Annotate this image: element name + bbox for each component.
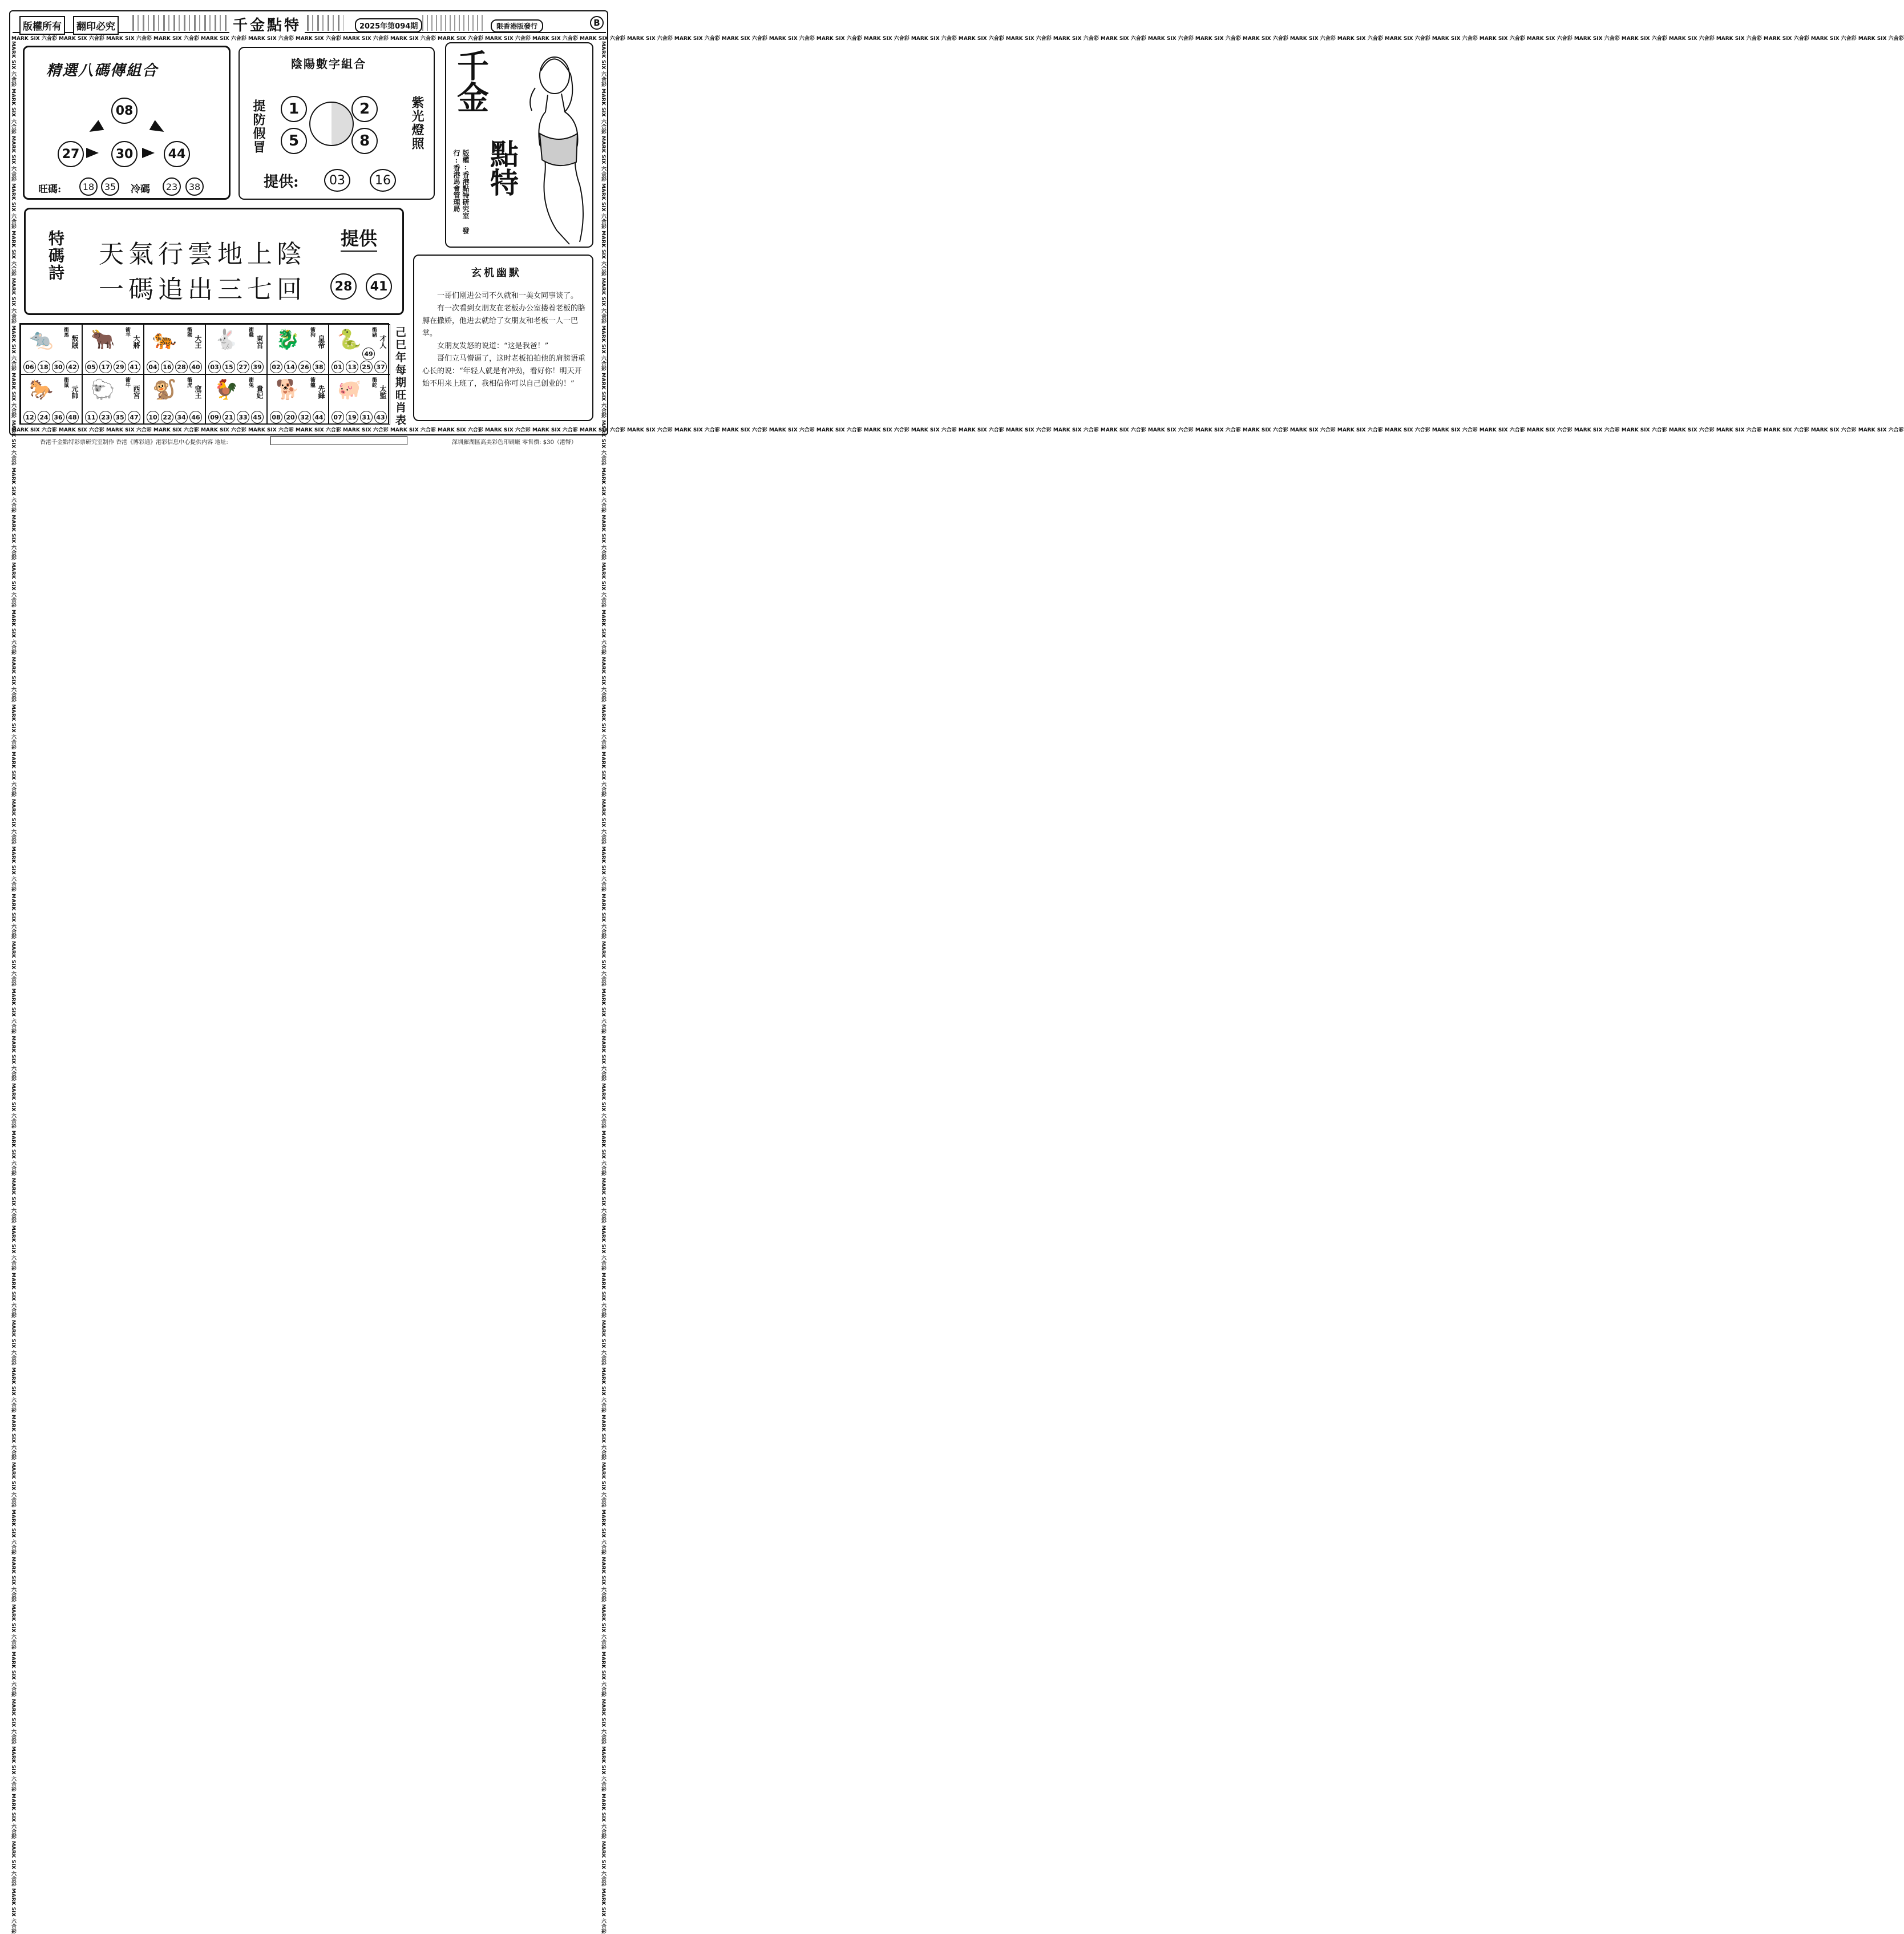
zodiac-number: 35 [114, 411, 126, 423]
zodiac-animal-icon: 🐖 [337, 378, 362, 401]
zodiac-clash-label: 衝龍 [309, 377, 315, 387]
poster-credits: 版權:香港點特研究室 發行:香港馬會管理局 [452, 150, 470, 234]
zodiac-number: 11 [85, 411, 98, 423]
yinyang-number-2: 2 [351, 96, 378, 122]
yinyang-number-1: 1 [281, 96, 307, 122]
zodiac-side-text: 己巳年每期旺肖表 [394, 326, 406, 427]
zodiac-title: 才人 [379, 335, 387, 349]
combo-number-3: 44 [164, 141, 190, 167]
provide-label: 提供: [264, 173, 299, 191]
zodiac-number: 26 [298, 361, 311, 373]
zodiac-cell [267, 324, 329, 374]
zodiac-cell [82, 324, 144, 374]
cold-number-1: 23 [163, 177, 181, 196]
zodiac-number: 07 [332, 411, 344, 423]
poster-title-bottom: 點特 [486, 139, 519, 196]
zodiac-clash-label: 衝羊 [124, 327, 130, 337]
zodiac-number: 18 [38, 361, 50, 373]
poem-provide-number-2: 41 [366, 273, 392, 300]
poem-line-2: 一碼追出三七回 [99, 275, 306, 304]
zodiac-number: 09 [208, 411, 221, 423]
hot-number-2: 35 [101, 177, 119, 196]
zodiac-animal-icon: 🐀 [29, 328, 54, 351]
zodiac-number: 28 [175, 361, 188, 373]
zodiac-number: 34 [175, 411, 188, 423]
combo-top-number: 08 [111, 98, 138, 124]
zodiac-animal-icon: 🐇 [214, 328, 238, 351]
zodiac-clash-label: 衝豬 [371, 327, 377, 337]
edition-badge: B [590, 16, 604, 30]
strip-top: MARK SIX 六合彩 MARK SIX 六合彩 MARK SIX 六合彩 MARK SIX 六合彩 MARK SIX 六合彩 MARK SIX 六合彩 MARK SIX 六合彩 MARK SIX 六合彩 MARK SIX 六合彩 MARK SIX 六合彩 MARK SIX 六合彩 MARK SIX 六合彩 MARK SIX 六合彩 MARK SIX 六合彩 MARK SIX 六合彩 MARK SIX 六合彩 MARK SIX 六合彩 MARK SIX 六合彩 MARK SIX 六合彩 MARK SIX 六合彩 MARK SIX 六合彩 MARK SIX 六合彩 MARK SIX 六合彩 MARK SIX 六合彩 MARK SIX 六合彩 MARK SIX 六合彩 MARK SIX 六合彩 MARK SIX 六合彩 MARK SIX 六合彩 MARK SIX 六合彩 MARK SIX 六合彩 MARK SIX 六合彩 MARK SIX 六合彩 MARK SIX 六合彩 MARK SIX 六合彩 MARK SIX 六合彩 MARK SIX 六合彩 MARK SIX 六合彩 MARK SIX 六合彩 MARK SIX 六合彩 [11, 36, 1904, 42]
zodiac-number: 39 [251, 361, 264, 373]
zodiac-number: 12 [23, 411, 36, 423]
zodiac-number: 14 [284, 361, 297, 373]
zodiac-number: 46 [189, 411, 202, 423]
zodiac-clash-label: 衝鼠 [63, 377, 68, 387]
zodiac-number: 19 [346, 411, 358, 423]
zodiac-number: 36 [52, 411, 64, 423]
zodiac-title: 太監 [379, 385, 387, 399]
zodiac-cell [267, 374, 329, 425]
zodiac-number: 03 [208, 361, 221, 373]
zodiac-title: 大王 [194, 335, 202, 349]
issue-number: 2025年第094期 [355, 18, 422, 33]
zodiac-cell [329, 324, 390, 374]
zodiac-title: 寇王 [194, 385, 202, 399]
zodiac-title: 大將 [132, 335, 140, 349]
poem-box [24, 208, 404, 315]
zodiac-animal-icon: 🐂 [91, 328, 115, 351]
zodiac-number: 38 [313, 361, 325, 373]
poem-provide-label: 提供 [341, 224, 377, 252]
uv-light-text: 紫光燈照 [410, 96, 425, 151]
zodiac-title: 東宮 [256, 335, 264, 349]
zodiac-clash-label: 衝馬 [63, 327, 68, 337]
zodiac-number: 13 [346, 361, 358, 373]
zodiac-extra-number: 49 [362, 348, 375, 360]
zodiac-cell [205, 374, 267, 425]
combo-title: 精選八碼傳組合 [46, 62, 159, 79]
header-bar [13, 13, 606, 33]
zodiac-number: 29 [114, 361, 126, 373]
zodiac-number: 31 [360, 411, 373, 423]
story-paragraph: 女朋友发怒的说道：“这是我爸！” [437, 342, 549, 350]
cold-label: 冷碼 [131, 184, 150, 195]
zodiac-number: 43 [374, 411, 387, 423]
yinyang-icon [309, 102, 354, 146]
skyline-decoration-right [422, 15, 485, 31]
zodiac-table [19, 323, 389, 425]
zodiac-number: 44 [313, 411, 325, 423]
arrow-right-icon [142, 148, 155, 158]
zodiac-title: 貴妃 [256, 385, 264, 399]
zodiac-clash-label: 衝牛 [124, 377, 130, 387]
arrow-right-icon [149, 120, 167, 136]
zodiac-number: 22 [161, 411, 173, 423]
zodiac-clash-label: 衝猴 [186, 327, 192, 337]
zodiac-cell [21, 324, 82, 374]
zodiac-animal-icon: 🐑 [91, 378, 115, 401]
zodiac-clash-label: 衝狗 [309, 327, 315, 337]
zodiac-number: 45 [251, 411, 264, 423]
zodiac-animal-icon: 🐉 [276, 328, 300, 351]
zodiac-number: 41 [128, 361, 140, 373]
zodiac-animal-icon: 🐍 [337, 328, 362, 351]
combo-box [23, 46, 231, 200]
yinyang-number-4: 8 [351, 128, 378, 154]
zodiac-cell [329, 374, 390, 425]
zodiac-number: 10 [147, 411, 159, 423]
hot-number-1: 18 [79, 177, 98, 196]
zodiac-number: 01 [332, 361, 344, 373]
strip-right: MARK SIX 六合彩 MARK SIX 六合彩 MARK SIX 六合彩 MARK SIX 六合彩 MARK SIX 六合彩 MARK SIX 六合彩 MARK SIX 六合彩 MARK SIX 六合彩 MARK SIX 六合彩 MARK SIX 六合彩 MARK SIX 六合彩 MARK SIX 六合彩 MARK SIX 六合彩 MARK SIX 六合彩 MARK SIX 六合彩 MARK SIX 六合彩 MARK SIX 六合彩 MARK SIX 六合彩 MARK SIX 六合彩 MARK SIX 六合彩 MARK SIX 六合彩 MARK SIX 六合彩 MARK SIX 六合彩 MARK SIX 六合彩 MARK SIX 六合彩 MARK SIX 六合彩 MARK SIX 六合彩 MARK SIX 六合彩 MARK SIX 六合彩 MARK SIX 六合彩 MARK SIX 六合彩 MARK SIX 六合彩 MARK SIX 六合彩 MARK SIX 六合彩 MARK SIX 六合彩 MARK SIX 六合彩 MARK SIX 六合彩 MARK SIX 六合彩 MARK SIX 六合彩 MARK SIX 六合彩 [600, 41, 606, 1934]
zodiac-number: 33 [237, 411, 249, 423]
story-paragraph: 一哥们刚进公司不久就和一美女同事谈了。 [437, 292, 579, 300]
poem-label: 特碼詩 [46, 230, 65, 281]
zodiac-number: 06 [23, 361, 36, 373]
zodiac-number: 37 [374, 361, 387, 373]
combo-number-1: 27 [58, 141, 84, 167]
arrow-right-icon [86, 148, 99, 158]
zodiac-title: 先鋒 [317, 385, 325, 399]
beware-fakes-text: 提防假冒 [251, 99, 266, 154]
zodiac-number: 20 [284, 411, 297, 423]
zodiac-number: 24 [38, 411, 50, 423]
zodiac-title: 叛賊 [71, 335, 79, 349]
footer-left: 香港千金點特彩票研究室制作 香港《博彩通》港彩信息中心提供内容 地址: [40, 439, 228, 446]
poster-box [445, 42, 593, 248]
zodiac-cell [144, 374, 205, 425]
zodiac-number: 17 [99, 361, 112, 373]
yinyang-title: 陰陽數字組合 [291, 57, 366, 71]
zodiac-number: 05 [85, 361, 98, 373]
poster-title-top: 千金 [452, 49, 490, 113]
zodiac-number: 02 [270, 361, 282, 373]
zodiac-clash-label: 衝雞 [248, 327, 253, 337]
copyright-right: 翻印必究 [73, 16, 119, 35]
zodiac-number: 23 [99, 411, 112, 423]
zodiac-animal-icon: 🐅 [152, 328, 177, 351]
zodiac-cell [144, 324, 205, 374]
zodiac-number: 40 [189, 361, 202, 373]
zodiac-clash-label: 衝兔 [248, 377, 253, 387]
zodiac-animal-icon: 🐓 [214, 378, 238, 401]
story-title: 玄机幽默 [471, 267, 522, 279]
footer-right: 深圳羅湖區高美彩色印刷廠 零售價: $30（港幣） [452, 439, 577, 446]
address-box [270, 436, 407, 445]
zodiac-title: 皇帝 [317, 335, 325, 349]
zodiac-number: 42 [66, 361, 79, 373]
zodiac-clash-label: 衝虎 [186, 377, 192, 387]
zodiac-animal-icon: 🐕 [276, 378, 300, 401]
edition-label: 限香港版發行 [491, 19, 543, 33]
provide-number-1: 03 [324, 169, 350, 192]
yinyang-box [238, 47, 435, 200]
copyright-left: 版權所有 [19, 16, 65, 35]
zodiac-number: 04 [147, 361, 159, 373]
zodiac-animal-icon: 🐎 [29, 378, 54, 401]
zodiac-number: 08 [270, 411, 282, 423]
zodiac-number: 27 [237, 361, 249, 373]
zodiac-number: 15 [223, 361, 235, 373]
story-box [413, 255, 593, 421]
strip-left: MARK SIX 六合彩 MARK SIX 六合彩 MARK SIX 六合彩 MARK SIX 六合彩 MARK SIX 六合彩 MARK SIX 六合彩 MARK SIX 六合彩 MARK SIX 六合彩 MARK SIX 六合彩 MARK SIX 六合彩 MARK SIX 六合彩 MARK SIX 六合彩 MARK SIX 六合彩 MARK SIX 六合彩 MARK SIX 六合彩 MARK SIX 六合彩 MARK SIX 六合彩 MARK SIX 六合彩 MARK SIX 六合彩 MARK SIX 六合彩 MARK SIX 六合彩 MARK SIX 六合彩 MARK SIX 六合彩 MARK SIX 六合彩 MARK SIX 六合彩 MARK SIX 六合彩 MARK SIX 六合彩 MARK SIX 六合彩 MARK SIX 六合彩 MARK SIX 六合彩 MARK SIX 六合彩 MARK SIX 六合彩 MARK SIX 六合彩 MARK SIX 六合彩 MARK SIX 六合彩 MARK SIX 六合彩 MARK SIX 六合彩 MARK SIX 六合彩 MARK SIX 六合彩 MARK SIX 六合彩 [10, 41, 16, 1934]
zodiac-number: 47 [128, 411, 140, 423]
yinyang-number-3: 5 [281, 128, 307, 154]
zodiac-title: 西宮 [132, 385, 140, 399]
combo-number-2: 30 [111, 141, 138, 167]
zodiac-number: 25 [360, 361, 373, 373]
zodiac-number: 16 [161, 361, 173, 373]
story-body [422, 290, 587, 390]
story-paragraph: 哥们立马懵逼了，这时老板拍拍他的肩膀语重心长的说：“年轻人就是有冲劲，看好你！明天开始不用来上班了，我相信你可以自己创业的！” [422, 354, 586, 388]
poem-line-1: 天氣行雲地上陰 [99, 240, 306, 269]
zodiac-cell [82, 374, 144, 425]
zodiac-number: 32 [298, 411, 311, 423]
cold-number-2: 38 [185, 177, 204, 196]
header-title: 千金點特 [229, 14, 305, 35]
zodiac-number: 21 [223, 411, 235, 423]
story-paragraph: 有一次看到女朋友在老板办公室搂着老板的胳膊在撒娇，他进去就给了女朋友和老板一人一巴掌。 [422, 304, 586, 338]
zodiac-number: 30 [52, 361, 64, 373]
model-illustration [525, 48, 592, 245]
provide-number-2: 16 [370, 169, 396, 192]
zodiac-cell [21, 374, 82, 425]
zodiac-title: 元帥 [71, 385, 79, 399]
poem-provide-number-1: 28 [330, 273, 357, 300]
zodiac-cell [205, 324, 267, 374]
strip-bottom: MARK SIX 六合彩 MARK SIX 六合彩 MARK SIX 六合彩 MARK SIX 六合彩 MARK SIX 六合彩 MARK SIX 六合彩 MARK SIX 六合彩 MARK SIX 六合彩 MARK SIX 六合彩 MARK SIX 六合彩 MARK SIX 六合彩 MARK SIX 六合彩 MARK SIX 六合彩 MARK SIX 六合彩 MARK SIX 六合彩 MARK SIX 六合彩 MARK SIX 六合彩 MARK SIX 六合彩 MARK SIX 六合彩 MARK SIX 六合彩 MARK SIX 六合彩 MARK SIX 六合彩 MARK SIX 六合彩 MARK SIX 六合彩 MARK SIX 六合彩 MARK SIX 六合彩 MARK SIX 六合彩 MARK SIX 六合彩 MARK SIX 六合彩 MARK SIX 六合彩 MARK SIX 六合彩 MARK SIX 六合彩 MARK SIX 六合彩 MARK SIX 六合彩 MARK SIX 六合彩 MARK SIX 六合彩 MARK SIX 六合彩 MARK SIX 六合彩 MARK SIX 六合彩 MARK SIX 六合彩 [11, 427, 1904, 433]
zodiac-clash-label: 衝蛇 [371, 377, 377, 387]
zodiac-number: 48 [66, 411, 79, 423]
arrow-left-icon [87, 120, 104, 136]
hot-label: 旺碼: [38, 184, 62, 195]
zodiac-animal-icon: 🐒 [152, 378, 177, 401]
